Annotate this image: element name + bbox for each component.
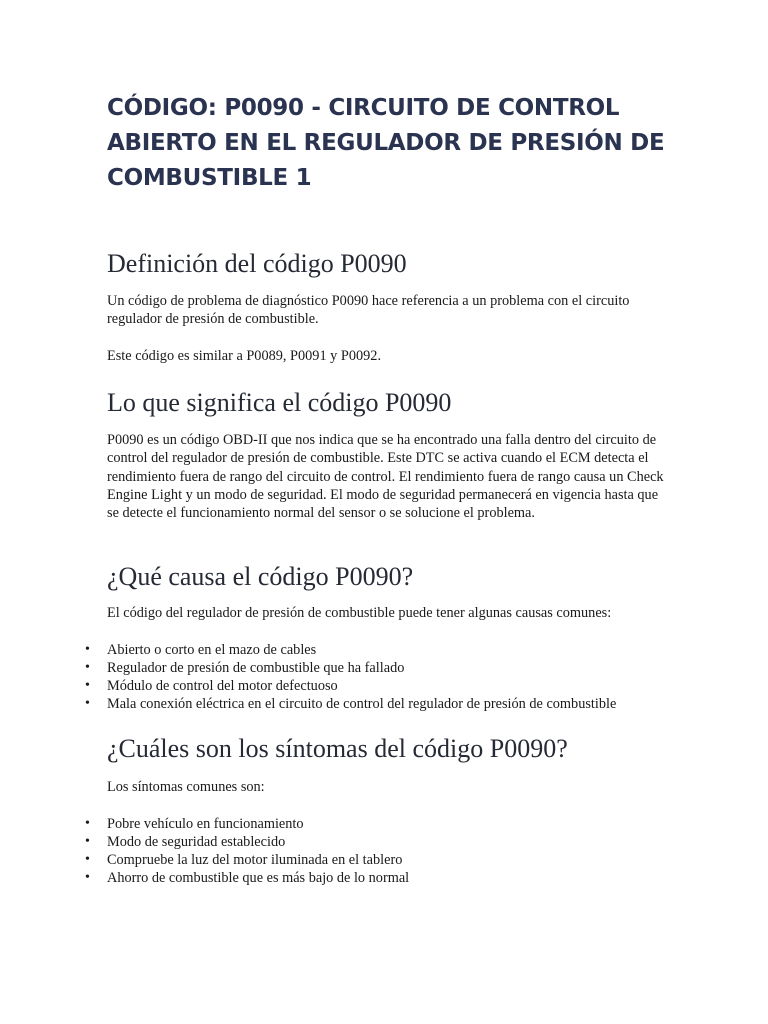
paragraph-causas-intro: El código del regulador de presión de combustible puede tener algunas causas comunes:	[107, 605, 612, 621]
list-item-text: Abierto o corto en el mazo de cables	[107, 642, 317, 658]
list-item	[0, 695, 700, 713]
bullet-icon: •	[85, 870, 90, 885]
list-item	[0, 851, 700, 869]
list-item	[0, 677, 700, 695]
list-item-text: Mala conexión eléctrica en el circuito de control del regulador de presión de combustible	[107, 696, 617, 712]
heading-causas: ¿Qué causa el código P0090?	[107, 562, 414, 591]
bullet-icon: •	[85, 816, 90, 831]
heading-definicion: Definición del código P0090	[107, 249, 407, 278]
list-item-text: Pobre vehículo en funcionamiento	[107, 816, 304, 832]
paragraph-definicion-1: Un código de problema de diagnóstico P0090 hace referencia a un problema con el circuito regulador de presión de combustible.	[107, 293, 630, 328]
list-item	[0, 659, 700, 677]
bullet-icon: •	[85, 642, 90, 657]
list-item	[0, 815, 700, 833]
paragraph-significado-1: P0090 es un código OBD-II que nos indica que se ha encontrado una falla dentro del circuito de control del regulador de presión de combustible. Este DTC se activa cuando el ECM detecta el rendimiento fuera de rango del circuito de control. El rendimiento fuera de rango causa un Check Engine Light y un modo de seguridad. El modo de seguridad permanecerá en vigencia hasta que se detecte el funcionamiento normal del sensor o se solucione el problema.	[107, 432, 664, 522]
causes-list	[0, 641, 700, 713]
paragraph-definicion-2: Este código es similar a P0089, P0091 y P0092.	[107, 348, 382, 364]
list-item	[0, 833, 700, 851]
bullet-icon: •	[85, 696, 90, 711]
list-item-text: Ahorro de combustible que es más bajo de lo normal	[107, 870, 410, 886]
paragraph-sintomas-intro: Los síntomas comunes son:	[107, 779, 265, 795]
list-item	[0, 869, 700, 887]
list-item-text: Modo de seguridad establecido	[107, 834, 286, 850]
bullet-icon: •	[85, 852, 90, 867]
bullet-icon: •	[85, 678, 90, 693]
heading-sintomas: ¿Cuáles son los síntomas del código P0090?	[107, 734, 568, 763]
document-title: CÓDIGO: P0090 - CIRCUITO DE CONTROL ABIERTO EN EL REGULADOR DE PRESIÓN DE COMBUSTIBLE 1	[107, 95, 665, 191]
list-item-text: Compruebe la luz del motor iluminada en el tablero	[107, 852, 403, 868]
list-item-text: Módulo de control del motor defectuoso	[107, 678, 338, 694]
bullet-icon: •	[85, 660, 90, 675]
heading-significado: Lo que significa el código P0090	[107, 388, 452, 417]
list-item-text: Regulador de presión de combustible que ha fallado	[107, 660, 405, 676]
bullet-icon: •	[85, 834, 90, 849]
symptoms-list	[0, 815, 700, 887]
list-item	[0, 641, 700, 659]
